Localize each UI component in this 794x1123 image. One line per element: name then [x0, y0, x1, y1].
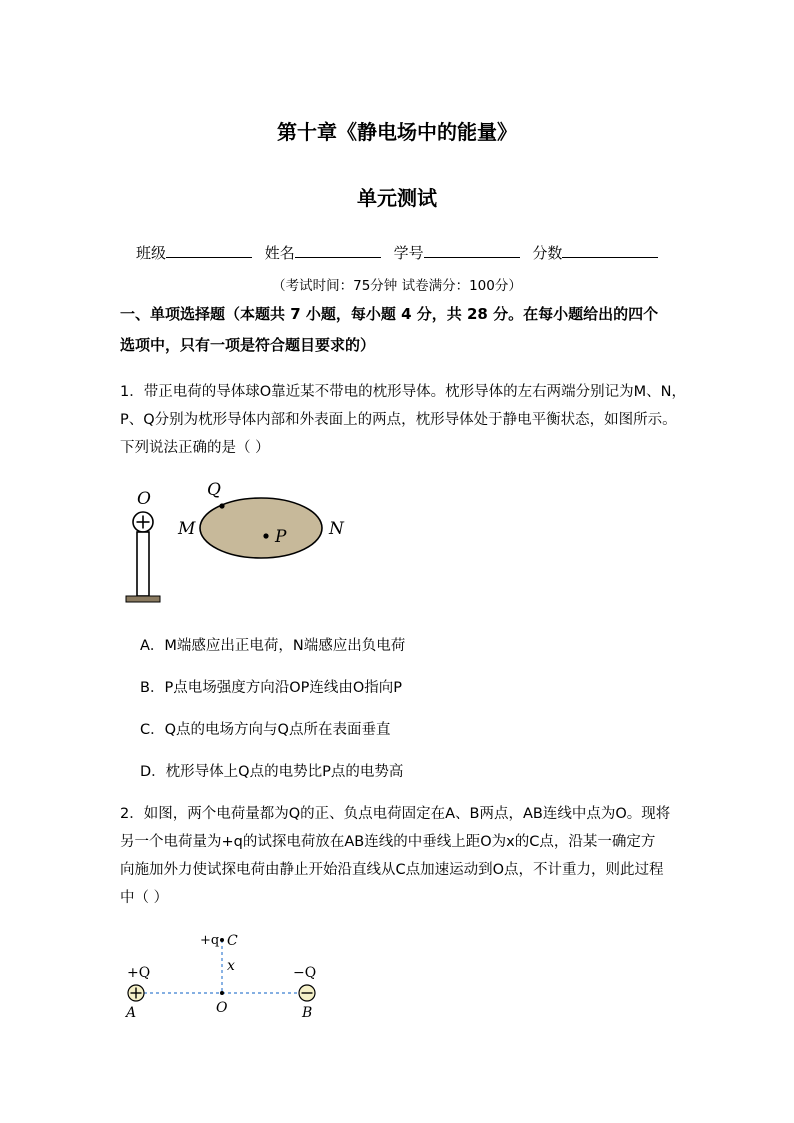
point-P	[263, 533, 268, 538]
label-plus-q: +q	[200, 933, 220, 948]
q1-figure	[118, 475, 358, 610]
q1-text-line2: P、Q分别为枕形导体内部和外表面上的两点，枕形导体处于静电平衡状态，如图所示。	[120, 412, 677, 428]
section-heading-line1: 一、单项选择题（本题共 7 小题，每小题 4 分，共 28 分。在每小题给出的四个	[120, 305, 659, 323]
label-x: x	[227, 958, 235, 974]
point-O	[220, 991, 224, 995]
label-plus-Q: +Q	[127, 965, 151, 981]
q1-option-a[interactable]: A．M端感应出正电荷，N端感应出负电荷	[140, 638, 406, 654]
q2-figure	[118, 925, 338, 1025]
class-label: 班级	[136, 244, 167, 262]
q2-text-line4: 中（ ）	[120, 890, 169, 906]
name-label: 姓名	[264, 244, 295, 262]
id-field[interactable]	[424, 243, 520, 258]
student-info-row	[136, 242, 666, 263]
label-O: O	[216, 1000, 228, 1016]
q1-text-line1: 1．带正电荷的导体球O靠近某不带电的枕形导体。枕形导体的左右两端分别记为M、N，	[120, 384, 686, 400]
label-Q: Q	[207, 480, 221, 500]
label-O: O	[137, 489, 151, 509]
q1-option-b[interactable]: B．P点电场强度方向沿OP连线由O指向P	[140, 680, 403, 696]
label-M: M	[178, 519, 196, 539]
id-label: 学号	[393, 244, 424, 262]
page-subtitle: 单元测试	[357, 186, 437, 210]
exam-note: （考试时间：75分钟 试卷满分：100分）	[272, 278, 522, 294]
insulating-stand	[137, 532, 149, 596]
label-A: A	[126, 1005, 137, 1021]
label-B: B	[302, 1005, 313, 1021]
q2-text-line1: 2．如图，两个电荷量都为Q的正、负点电荷固定在A、B两点，AB连线中点为O。现将	[120, 806, 671, 822]
name-field[interactable]	[295, 243, 381, 258]
q2-text-line2: 另一个电荷量为+q的试探电荷放在AB连线的中垂线上距O为x的C点，沿某一确定方	[120, 834, 656, 850]
label-minus-Q: −Q	[293, 965, 317, 981]
page-title: 第十章《静电场中的能量》	[277, 120, 517, 144]
stand-base	[126, 596, 160, 602]
label-N: N	[329, 519, 344, 539]
pillow-conductor	[200, 498, 322, 558]
q1-option-d[interactable]: D．枕形导体上Q点的电势比P点的电势高	[140, 764, 404, 780]
q1-text-line3: 下列说法正确的是（ ）	[120, 440, 270, 456]
point-C	[220, 938, 224, 942]
class-field[interactable]	[166, 243, 252, 258]
label-C: C	[227, 933, 238, 949]
section-heading-line2: 选项中，只有一项是符合题目要求的）	[120, 336, 376, 354]
q2-text-line3: 向施加外力使试探电荷由静止开始沿直线从C点加速运动到O点，不计重力，则此过程	[120, 862, 664, 878]
point-Q	[219, 503, 224, 508]
q1-option-c[interactable]: C．Q点的电场方向与Q点所在表面垂直	[140, 722, 391, 738]
score-label: 分数	[532, 244, 563, 262]
score-field[interactable]	[562, 243, 658, 258]
label-P: P	[275, 527, 287, 547]
